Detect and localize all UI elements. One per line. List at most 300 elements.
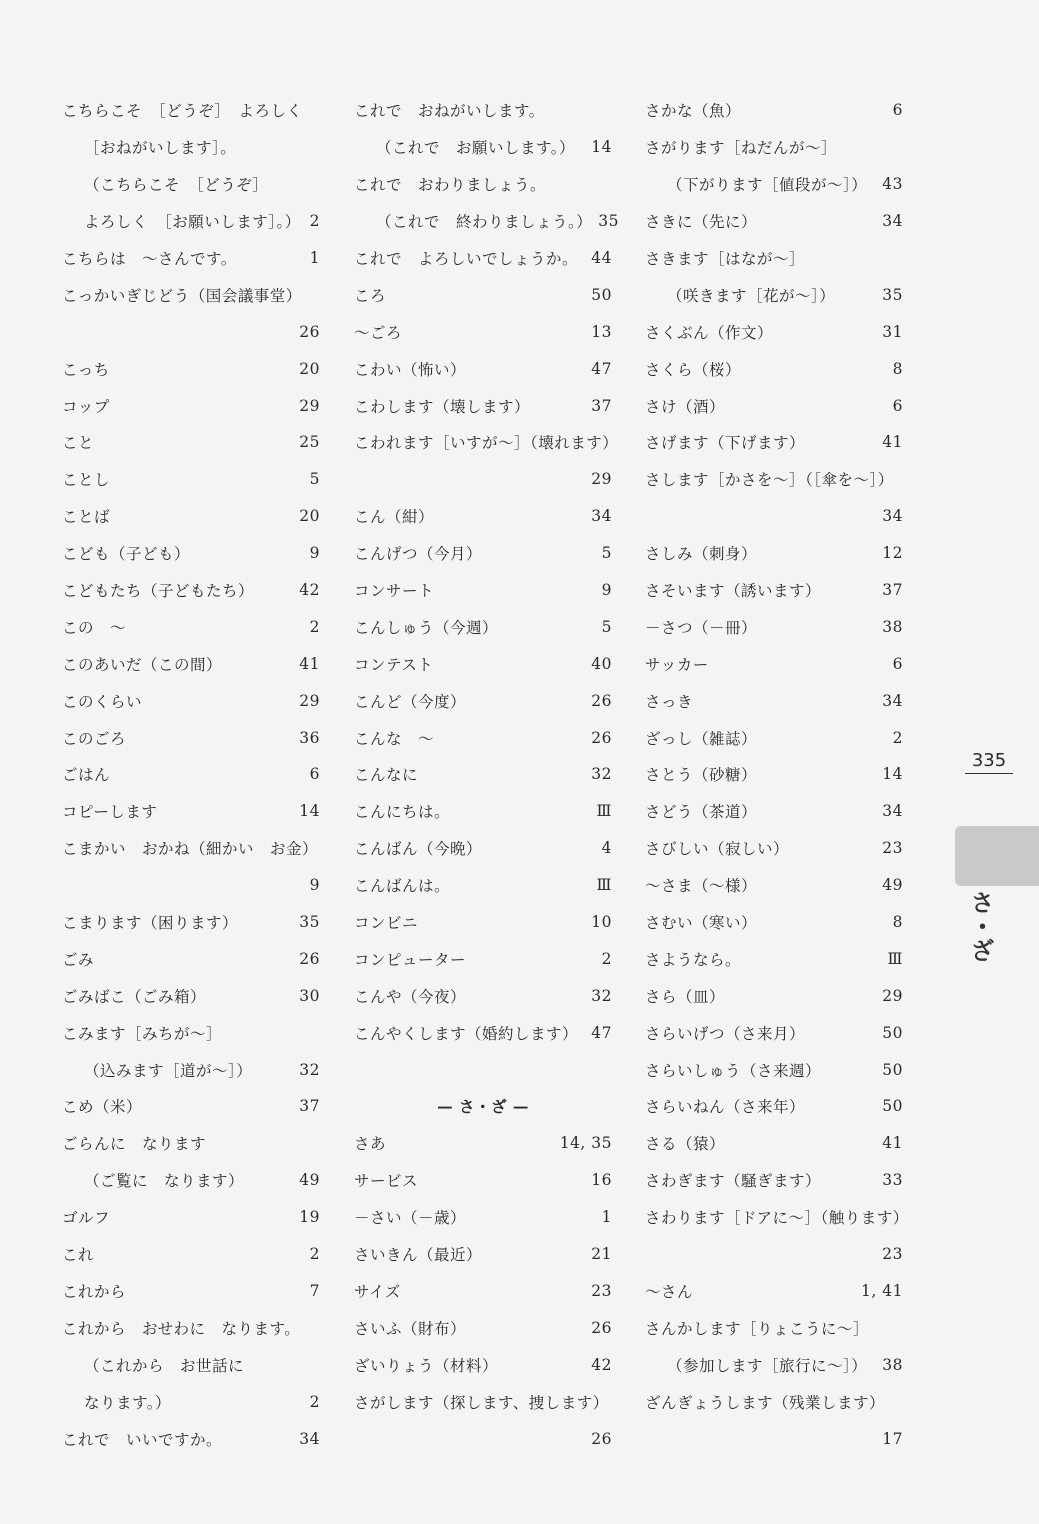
index-entry xyxy=(354,461,612,498)
entry-page: 49 xyxy=(299,1171,320,1190)
entry-term: （ご覧に なります） xyxy=(84,1172,245,1191)
entry-page: 23 xyxy=(882,1245,903,1264)
entry-term: （これで 終わりましょう。） xyxy=(376,213,593,232)
index-entry xyxy=(62,276,320,313)
entry-term: ざっし（雑誌） xyxy=(645,729,758,748)
entry-term: ことば xyxy=(62,508,111,527)
index-entry xyxy=(62,904,320,941)
index-entry xyxy=(354,1199,612,1236)
index-entry xyxy=(62,793,320,830)
index-entry xyxy=(645,756,903,793)
index-entry xyxy=(354,940,612,977)
entry-page: 37 xyxy=(591,396,612,415)
entry-page: 8 xyxy=(892,913,903,932)
index-entry xyxy=(354,682,612,719)
entry-page: 23 xyxy=(591,1281,612,1300)
entry-term: ゴルフ xyxy=(62,1209,111,1228)
entry-term: さかな（魚） xyxy=(645,102,742,121)
entry-term: （これで お願いします。） xyxy=(376,139,576,158)
index-entry xyxy=(62,424,320,461)
index-entry xyxy=(354,1346,612,1383)
entry-page: 29 xyxy=(299,396,320,415)
entry-term: さあ xyxy=(354,1135,387,1154)
index-entry xyxy=(354,313,612,350)
entry-page: 26 xyxy=(591,1429,612,1448)
index-entry xyxy=(354,166,612,203)
entry-term: よろしく ［お願いします］。） xyxy=(84,213,301,232)
index-entry xyxy=(354,645,612,682)
entry-page: 1, 41 xyxy=(861,1281,903,1300)
index-entry xyxy=(354,1051,612,1088)
entry-page: 50 xyxy=(882,1097,903,1116)
index-entry xyxy=(62,166,320,203)
index-entry xyxy=(645,793,903,830)
entry-term: こまかい おかね（細かい お金） xyxy=(62,840,319,859)
index-entry xyxy=(62,719,320,756)
index-entry xyxy=(645,1236,903,1273)
entry-term: さいきん（最近） xyxy=(354,1246,483,1265)
entry-term: さっき xyxy=(645,692,694,711)
entry-page: 1 xyxy=(309,249,320,267)
index-entry xyxy=(645,461,903,498)
entry-page: 4 xyxy=(601,839,612,858)
index-entry xyxy=(354,535,612,572)
entry-page: 25 xyxy=(299,433,320,452)
entry-term: ～さん xyxy=(645,1282,694,1301)
entry-page: 9 xyxy=(309,876,320,895)
entry-term: こんなに xyxy=(354,766,419,785)
entry-term: さいふ（財布） xyxy=(354,1319,467,1338)
entry-term: これで いいですか。 xyxy=(62,1430,223,1449)
entry-term: コンサート xyxy=(354,582,435,601)
index-entry xyxy=(354,977,612,1014)
index-entry xyxy=(645,1125,903,1162)
entry-term: ざんぎょうします（残業します） xyxy=(645,1393,886,1412)
entry-page: 34 xyxy=(882,802,903,821)
index-entry xyxy=(62,387,320,424)
index-entry xyxy=(645,904,903,941)
entry-term: これから おせわに なります。 xyxy=(62,1319,301,1338)
entry-page: 50 xyxy=(882,1060,903,1079)
entry-term: こっかいぎじどう（国会議事堂） xyxy=(62,286,302,305)
index-entry xyxy=(354,424,619,461)
index-entry xyxy=(354,1236,612,1273)
entry-page: 2 xyxy=(309,617,320,636)
entry-page: 36 xyxy=(299,728,320,747)
index-entry xyxy=(354,1014,612,1051)
entry-term: こんな ～ xyxy=(354,729,435,748)
entry-term: さむい（寒い） xyxy=(645,914,758,933)
entry-page: 34 xyxy=(299,1429,320,1448)
index-entry xyxy=(354,92,612,129)
index-entry xyxy=(645,424,903,461)
index-entry xyxy=(354,793,612,830)
entry-page: 33 xyxy=(882,1171,903,1190)
entry-term: （下がります［値段が～］） xyxy=(667,176,868,195)
index-entry xyxy=(62,682,320,719)
entry-page: 2 xyxy=(601,949,612,968)
index-entry xyxy=(645,240,903,277)
entry-page: 50 xyxy=(591,285,612,304)
entry-page: 34 xyxy=(591,507,612,526)
index-entry xyxy=(62,1125,320,1162)
entry-term: コップ xyxy=(62,397,110,416)
entry-term: — さ・ざ — xyxy=(437,1097,529,1117)
index-entry xyxy=(645,1309,903,1346)
index-entry xyxy=(62,1088,320,1125)
index-entry xyxy=(62,608,320,645)
entry-term: （こちらこそ ［どうぞ］ xyxy=(84,176,269,195)
section-tab-label: さ・ざ xyxy=(966,890,994,962)
index-entry xyxy=(645,977,903,1014)
entry-term: サービス xyxy=(354,1172,419,1191)
entry-page: 2 xyxy=(309,212,320,231)
index-entry xyxy=(354,350,612,387)
entry-term: さどう（茶道） xyxy=(645,803,758,822)
entry-page: 14 xyxy=(591,138,612,157)
index-entry xyxy=(354,1420,612,1457)
entry-page: 49 xyxy=(882,876,903,895)
entry-term: さけ（酒） xyxy=(645,397,726,416)
entry-term: さくぶん（作文） xyxy=(645,323,774,342)
index-entry xyxy=(354,498,612,535)
entry-page: 47 xyxy=(591,359,612,378)
entry-term: こんばんは。 xyxy=(354,877,451,896)
entry-term: こんど（今度） xyxy=(354,692,467,711)
index-column-3 xyxy=(645,92,909,1457)
entry-page: 40 xyxy=(591,654,612,673)
index-entry xyxy=(645,498,903,535)
entry-page: 42 xyxy=(299,581,320,600)
entry-page: 26 xyxy=(591,691,612,710)
entry-page: 38 xyxy=(882,1355,903,1374)
entry-page: 42 xyxy=(591,1355,612,1374)
entry-term: さわります［ドアに～］（触ります） xyxy=(645,1209,909,1228)
entry-page: 47 xyxy=(591,1023,612,1042)
entry-term: ごみ xyxy=(62,950,95,969)
entry-term: （参加します［旅行に～］） xyxy=(667,1356,868,1375)
index-entry xyxy=(62,1273,320,1310)
entry-term: さきに（先に） xyxy=(645,213,758,232)
entry-page: 7 xyxy=(309,1281,320,1300)
entry-term: こんや（今夜） xyxy=(354,987,467,1006)
entry-term: こちらこそ ［どうぞ］ よろしく xyxy=(62,102,303,121)
index-entry xyxy=(62,756,320,793)
index-entry xyxy=(354,1162,612,1199)
index-entry xyxy=(645,1088,903,1125)
entry-term: これで よろしいでしょうか。 xyxy=(354,250,579,268)
index-entry xyxy=(354,1383,612,1420)
entry-page: 41 xyxy=(882,433,903,452)
index-entry xyxy=(62,92,320,129)
entry-page: 41 xyxy=(882,1134,903,1153)
entry-term: さらいげつ（さ来月） xyxy=(645,1024,806,1043)
entry-term: さとう（砂糖） xyxy=(645,766,758,785)
index-entry xyxy=(645,387,903,424)
index-entry xyxy=(645,867,903,904)
index-entry xyxy=(645,535,903,572)
entry-page: 6 xyxy=(309,765,320,784)
entry-term: こんしゅう（今週） xyxy=(354,618,499,637)
entry-term: さる（猿） xyxy=(645,1135,726,1154)
index-entry xyxy=(645,682,903,719)
index-entry xyxy=(354,719,612,756)
index-entry xyxy=(645,1014,903,1051)
entry-page: 35 xyxy=(299,913,320,932)
index-entry xyxy=(62,313,320,350)
index-entry xyxy=(62,572,320,609)
entry-term: サッカー xyxy=(645,655,709,674)
index-entry xyxy=(645,1346,903,1383)
entry-page: 29 xyxy=(882,986,903,1005)
entry-page: 43 xyxy=(882,175,903,194)
entry-term: こちらは ～さんです。 xyxy=(62,250,237,268)
entry-page: 32 xyxy=(299,1060,320,1079)
index-entry xyxy=(62,1162,320,1199)
entry-page: 38 xyxy=(882,617,903,636)
entry-term: こんやくします（婚約します） xyxy=(354,1024,579,1043)
entry-term: こども（子ども） xyxy=(62,545,191,564)
entry-page: 19 xyxy=(299,1208,320,1227)
entry-term: ざいりょう（材料） xyxy=(354,1356,499,1375)
entry-term: コンテスト xyxy=(354,655,434,674)
index-entry xyxy=(645,1162,903,1199)
entry-term: ［おねがいします］。 xyxy=(84,139,237,158)
index-entry xyxy=(645,1273,903,1310)
entry-term: こん（紺） xyxy=(354,508,435,527)
index-entry xyxy=(645,129,903,166)
entry-page: 9 xyxy=(309,544,320,563)
entry-term: （咲きます［花が～］） xyxy=(667,286,836,305)
index-entry xyxy=(645,1383,903,1420)
entry-page: 41 xyxy=(299,654,320,673)
entry-page: 14 xyxy=(882,765,903,784)
entry-page: 14 xyxy=(299,802,320,821)
entry-term: こわれます［いすが～］（壊れます） xyxy=(354,434,619,453)
index-entry xyxy=(645,1199,909,1236)
index-entry xyxy=(645,276,903,313)
index-entry xyxy=(62,498,320,535)
entry-page: 50 xyxy=(882,1023,903,1042)
entry-page: 6 xyxy=(892,654,903,673)
index-entry xyxy=(62,203,320,240)
index-entry xyxy=(645,719,903,756)
index-entry xyxy=(354,203,619,240)
section-tab xyxy=(955,826,1039,886)
entry-term: これから xyxy=(62,1282,127,1301)
index-entry xyxy=(354,830,612,867)
page-number: 335 xyxy=(965,750,1013,774)
index-entry xyxy=(62,1236,320,1273)
index-entry xyxy=(645,608,903,645)
entry-term: これで おわりましょう。 xyxy=(354,176,547,195)
entry-term: さきます［はなが～］ xyxy=(645,250,806,268)
entry-page: 10 xyxy=(591,913,612,932)
entry-term: こんばん（今晩） xyxy=(354,840,483,859)
entry-page: Ⅲ xyxy=(887,949,903,968)
index-entry xyxy=(354,1309,612,1346)
index-entry xyxy=(62,535,320,572)
index-entry xyxy=(62,1420,320,1457)
entry-page: 23 xyxy=(882,839,903,858)
entry-page: 2 xyxy=(309,1392,320,1411)
index-entry xyxy=(645,645,903,682)
entry-term: これで おねがいします。 xyxy=(354,102,545,121)
index-entry xyxy=(62,1309,320,1346)
index-entry xyxy=(354,1273,612,1310)
entry-page: Ⅲ xyxy=(596,876,612,895)
entry-term: さします［かさを～］（［傘を～］） xyxy=(645,471,894,490)
entry-page: 12 xyxy=(882,544,903,563)
index-entry xyxy=(645,92,903,129)
index-entry xyxy=(62,977,320,1014)
entry-term: このあいだ（この間） xyxy=(62,655,223,674)
index-entry xyxy=(62,940,320,977)
entry-term: さら（皿） xyxy=(645,987,726,1006)
entry-page: 20 xyxy=(299,507,320,526)
entry-term: この ～ xyxy=(62,618,127,637)
entry-page: 26 xyxy=(299,322,320,341)
index-entry xyxy=(354,1125,612,1162)
entry-term: コンピューター xyxy=(354,950,467,969)
entry-page: 6 xyxy=(892,396,903,415)
entry-term: ～さま（～様） xyxy=(645,877,758,896)
index-entry xyxy=(62,1051,320,1088)
index-entry xyxy=(62,1346,320,1383)
entry-term: このごろ xyxy=(62,729,127,748)
entry-page: 34 xyxy=(882,507,903,526)
entry-page: 9 xyxy=(601,581,612,600)
entry-page: 20 xyxy=(299,359,320,378)
entry-term: サイズ xyxy=(354,1282,401,1301)
entry-term: さくら（桜） xyxy=(645,360,742,379)
entry-page: 34 xyxy=(882,212,903,231)
entry-page: 14, 35 xyxy=(559,1134,612,1153)
entry-page: 5 xyxy=(309,470,320,489)
entry-term: ～ごろ xyxy=(354,323,403,342)
index-entry xyxy=(62,240,320,277)
entry-page: 13 xyxy=(591,322,612,341)
index-entry xyxy=(354,240,612,277)
entry-page: 2 xyxy=(309,1245,320,1264)
entry-term: さんかします［りょこうに～］ xyxy=(645,1319,870,1338)
entry-term: こっち xyxy=(62,360,110,379)
entry-term: （これから お世話に xyxy=(84,1356,245,1375)
index-entry xyxy=(62,867,320,904)
index-entry xyxy=(62,461,320,498)
index-entry xyxy=(645,313,903,350)
index-entry xyxy=(645,1420,903,1457)
index-entry xyxy=(645,940,903,977)
index-column-1 xyxy=(62,92,320,1457)
entry-term: ごらんに なります xyxy=(62,1135,207,1154)
index-entry xyxy=(62,350,320,387)
entry-page: 26 xyxy=(591,1318,612,1337)
entry-page: 35 xyxy=(882,285,903,304)
entry-term: －さい（－歳） xyxy=(354,1209,467,1228)
entry-term: ことし xyxy=(62,471,111,490)
index-entry xyxy=(62,645,320,682)
entry-term: コピーします xyxy=(62,803,158,822)
entry-term: こどもたち（子どもたち） xyxy=(62,582,255,601)
entry-page: 26 xyxy=(299,949,320,968)
entry-page: 35 xyxy=(598,212,619,231)
entry-term: さがします（探します、捜します） xyxy=(354,1393,609,1412)
entry-term: こみます［みちが～］ xyxy=(62,1024,223,1043)
entry-page: 32 xyxy=(591,986,612,1005)
entry-term: さがります［ねだんが～］ xyxy=(645,139,838,158)
entry-page: 29 xyxy=(299,691,320,710)
entry-page: 32 xyxy=(591,765,612,784)
entry-page: 5 xyxy=(601,544,612,563)
entry-page: 21 xyxy=(591,1245,612,1264)
index-entry xyxy=(645,203,903,240)
index-entry xyxy=(62,1383,320,1420)
entry-term: これ xyxy=(62,1246,95,1265)
index-column-2 xyxy=(354,92,619,1457)
index-entry xyxy=(645,166,903,203)
index-entry xyxy=(645,572,903,609)
section-header xyxy=(354,1088,612,1125)
entry-page: 34 xyxy=(882,691,903,710)
entry-term: このくらい xyxy=(62,692,143,711)
entry-term: こんにちは。 xyxy=(354,803,451,822)
entry-page: 37 xyxy=(299,1097,320,1116)
entry-term: こんげつ（今月） xyxy=(354,545,483,564)
index-entry xyxy=(354,572,612,609)
index-entry xyxy=(62,129,320,166)
entry-page: 31 xyxy=(882,322,903,341)
entry-page: 6 xyxy=(892,101,903,120)
entry-page: 16 xyxy=(591,1171,612,1190)
index-entry xyxy=(62,1199,320,1236)
index-entry xyxy=(354,904,612,941)
entry-page: 44 xyxy=(591,249,612,267)
entry-term: こわします（壊します） xyxy=(354,397,531,416)
index-entry xyxy=(354,608,612,645)
entry-term: なります。） xyxy=(84,1393,172,1412)
entry-term: （込みます［道が～］） xyxy=(84,1061,253,1080)
entry-page: 26 xyxy=(591,728,612,747)
entry-term: さそいます（誘います） xyxy=(645,582,822,601)
index-entry xyxy=(354,276,612,313)
index-entry xyxy=(354,129,612,166)
index-entry xyxy=(354,867,612,904)
entry-page: 30 xyxy=(299,986,320,1005)
index-entry xyxy=(645,350,903,387)
index-entry xyxy=(62,830,320,867)
entry-term: コンビニ xyxy=(354,914,419,933)
index-entry xyxy=(645,1051,903,1088)
index-entry xyxy=(62,1014,320,1051)
entry-term: こと xyxy=(62,434,95,453)
entry-term: こまります（困ります） xyxy=(62,914,239,933)
entry-term: こわい（怖い） xyxy=(354,360,467,379)
entry-page: Ⅲ xyxy=(596,802,612,821)
entry-page: 5 xyxy=(601,617,612,636)
entry-term: さわぎます（騒ぎます） xyxy=(645,1172,822,1191)
index-entry xyxy=(354,756,612,793)
entry-term: さようなら。 xyxy=(645,950,742,969)
entry-page: 8 xyxy=(892,359,903,378)
entry-page: 1 xyxy=(601,1208,612,1227)
entry-term: さげます（下げます） xyxy=(645,434,806,453)
entry-term: さらいねん（さ来年） xyxy=(645,1098,806,1117)
entry-page: 17 xyxy=(882,1429,903,1448)
index-entry xyxy=(354,387,612,424)
entry-term: ころ xyxy=(354,286,387,305)
index-entry xyxy=(645,830,903,867)
